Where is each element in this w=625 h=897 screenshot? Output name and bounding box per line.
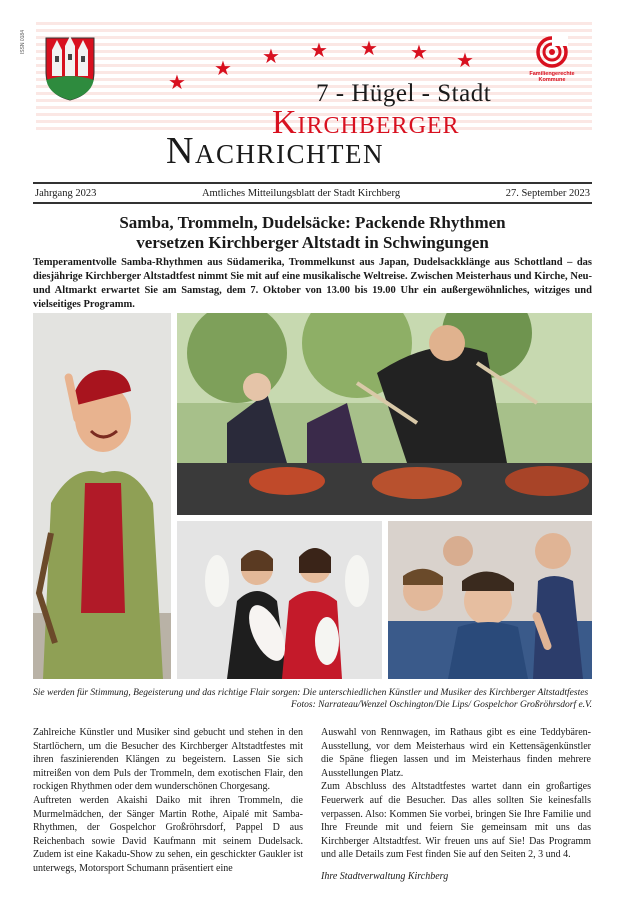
signature: Ihre Stadtverwaltung Kirchberg: [321, 870, 449, 882]
paragraph: Zum Abschluss des Altstadtfestes wartet dann ein großartiges Feuerwerk auf die Besucher. Das alles sollten Sie keinesfalls verpassen. Also: Kommen Sie vorbei, bringen Sie Ihre Familie und Ihre Freunde mit und feiern Sie gemeinsam mit uns das Kirchberger Altstadtfest. Wir freuen uns auf Sie! Das Programm und alle Details zum Fest finden Sie auf den Seiten 2, 3 und 4.: [321, 781, 591, 861]
masthead-title-nachrichten: Nachrichten: [166, 130, 384, 172]
photo-gospel-choir: [388, 521, 592, 679]
star-icon: ★: [310, 38, 328, 62]
family-logo-line2: Kommune: [538, 77, 566, 84]
paragraph: Auswahl von Rennwagen, im Rathaus gibt es eine Teddybären-Ausstellung, vor dem Meisterhaus wird ein Kettensägenkünstler die Späne fliegen lassen und im Meisterhaus finden mehrere Ausstellungen Platz.: [321, 727, 591, 779]
photo-drummers: [177, 313, 592, 515]
issn-note: ISSN 0184: [20, 30, 26, 55]
article-column-left: [33, 726, 303, 876]
star-icon: ★: [410, 40, 428, 64]
star-icon: ★: [168, 70, 186, 94]
family-swirl-icon: [536, 36, 568, 68]
caption-text: Sie werden für Stimmung, Begeisterung und das richtige Flair sorgen: Die unterschiedlichen Künstler und Musiker des Kirchberger Altstadtfestes: [33, 688, 589, 698]
masthead-subtitle: 7 - Hügel - Stadt: [316, 80, 492, 107]
article-headline: [33, 213, 592, 254]
photo-credit: Fotos: Narrateau/Wenzel Oschington/Die Lips/ Gospelchor Großröhrsdorf e.V.: [290, 700, 592, 711]
publisher-label: Amtliches Mitteilungsblatt der Stadt Kirchberg: [201, 187, 401, 199]
family-logo-line1: Familiengerechte: [529, 71, 575, 77]
star-icon: ★: [360, 36, 378, 60]
paragraph: Auftreten werden Akaishi Daiko mit ihren Trommeln, die Murmelmädchen, der Sänger Martin Rothe, Aipalé mit Samba-Rhythmen, der Gospelchor Großröhrsdorf, Pappel D aus Reichenbach sowie David Kaufmann mit seinem Dudelsack. Zudem ist eine Kakadu-Show zu sehen, ein geschickter Gaukler ist unterwegs, Motorsport Schumann präsentiert eine: [33, 794, 303, 874]
article-column-right: [321, 726, 591, 884]
star-icon: ★: [262, 44, 280, 68]
headline-line1: Samba, Trommeln, Dudelsäcke: Packende Rhythmen: [119, 213, 506, 232]
photo-cockatoo-show: [177, 521, 382, 679]
masthead-title-kirchberger: Kirchberger: [272, 104, 460, 141]
star-icon: ★: [214, 56, 232, 80]
paragraph: Zahlreiche Künstler und Musiker sind gebucht und stehen in den Startlöchern, um die Besucher des Kirchberger Altstadtfestes mit ihren faszinierenden Klängen zu begeistern. Lassen Sie sich mitreißen von dem Puls der Trommeln, dem exotischen Flair, den rockigen Rhythmen oder dem wunderschönen Chorgesang.: [33, 727, 303, 793]
issue-info-bar: [33, 182, 592, 204]
article-lead: Temperamentvolle Samba-Rhythmen aus Südamerika, Trommelkunst aus Japan, Dudelsackklänge aus Schottland – das diesjährige Kirchberger Altstadtfest nimmt Sie mit auf eine musikalische Weltreise. Zwischen Meisterhaus und Kirche, Neu- und Altmarkt erwartet Sie am Samstag, dem 7. Oktober von 13.00 bis 19.00 Uhr ein außergewöhnliches, witziges und vielseitiges Programm.: [33, 257, 592, 311]
masthead: [36, 22, 592, 172]
family-friendly-logo: [518, 36, 586, 84]
star-icon: ★: [456, 48, 474, 72]
headline-line2: versetzen Kirchberger Altstadt in Schwingungen: [136, 233, 489, 253]
photo-jester: [33, 313, 171, 679]
volume-label: Jahrgang 2023: [35, 187, 97, 199]
photo-caption: [33, 687, 592, 711]
issue-date: 27. September 2023: [505, 187, 590, 199]
